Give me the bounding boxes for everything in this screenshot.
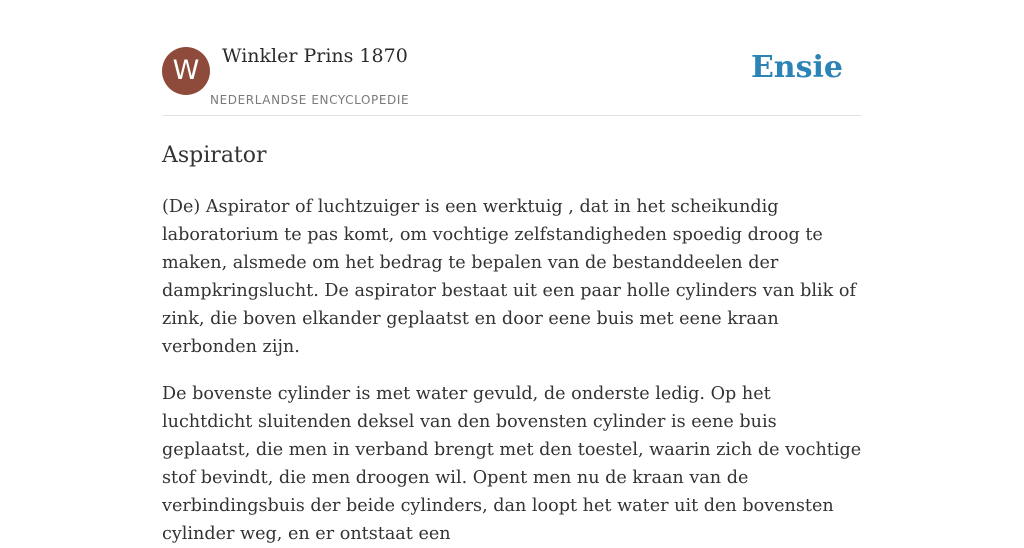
article-paragraph: De bovenste cylinder is met water gevuld, de onderste ledig. Op het luchtdicht sluitenden deksel van den bovensten cylinder is eene buis geplaatst, die men in verband brengt met den toestel, waarin zich de vochtige stof bevindt, die men droogen wil. Opent men nu de kraan van de verbindingsbuis der beide cylinders, dan loopt het water uit den bovensten cylinder weg, en er ontstaat een: [162, 384, 862, 544]
source-title-link[interactable]: Winkler Prins 1870: [222, 45, 408, 67]
article-paragraph: (De) Aspirator of luchtzuiger is een werktuig , dat in het scheikundig laboratorium te pas komt, om vochtige zelfstandigheden spoedig droog te maken, alsmede om het bedrag te bepalen van de bestanddeelen der dampkringslucht. De aspirator bestaat uit een paar holle cylinders van blik of zink, die boven elkander geplaatst en door eene buis met eene kraan verbonden zijn.: [162, 197, 857, 357]
ensie-logo-link[interactable]: Ensie: [750, 50, 843, 85]
source-avatar[interactable]: W: [162, 47, 210, 95]
site-header: [162, 0, 862, 116]
article-title: Aspirator: [162, 143, 267, 168]
source-subtitle: NEDERLANDSE ENCYCLOPEDIE: [210, 93, 410, 107]
page: [162, 0, 862, 548]
